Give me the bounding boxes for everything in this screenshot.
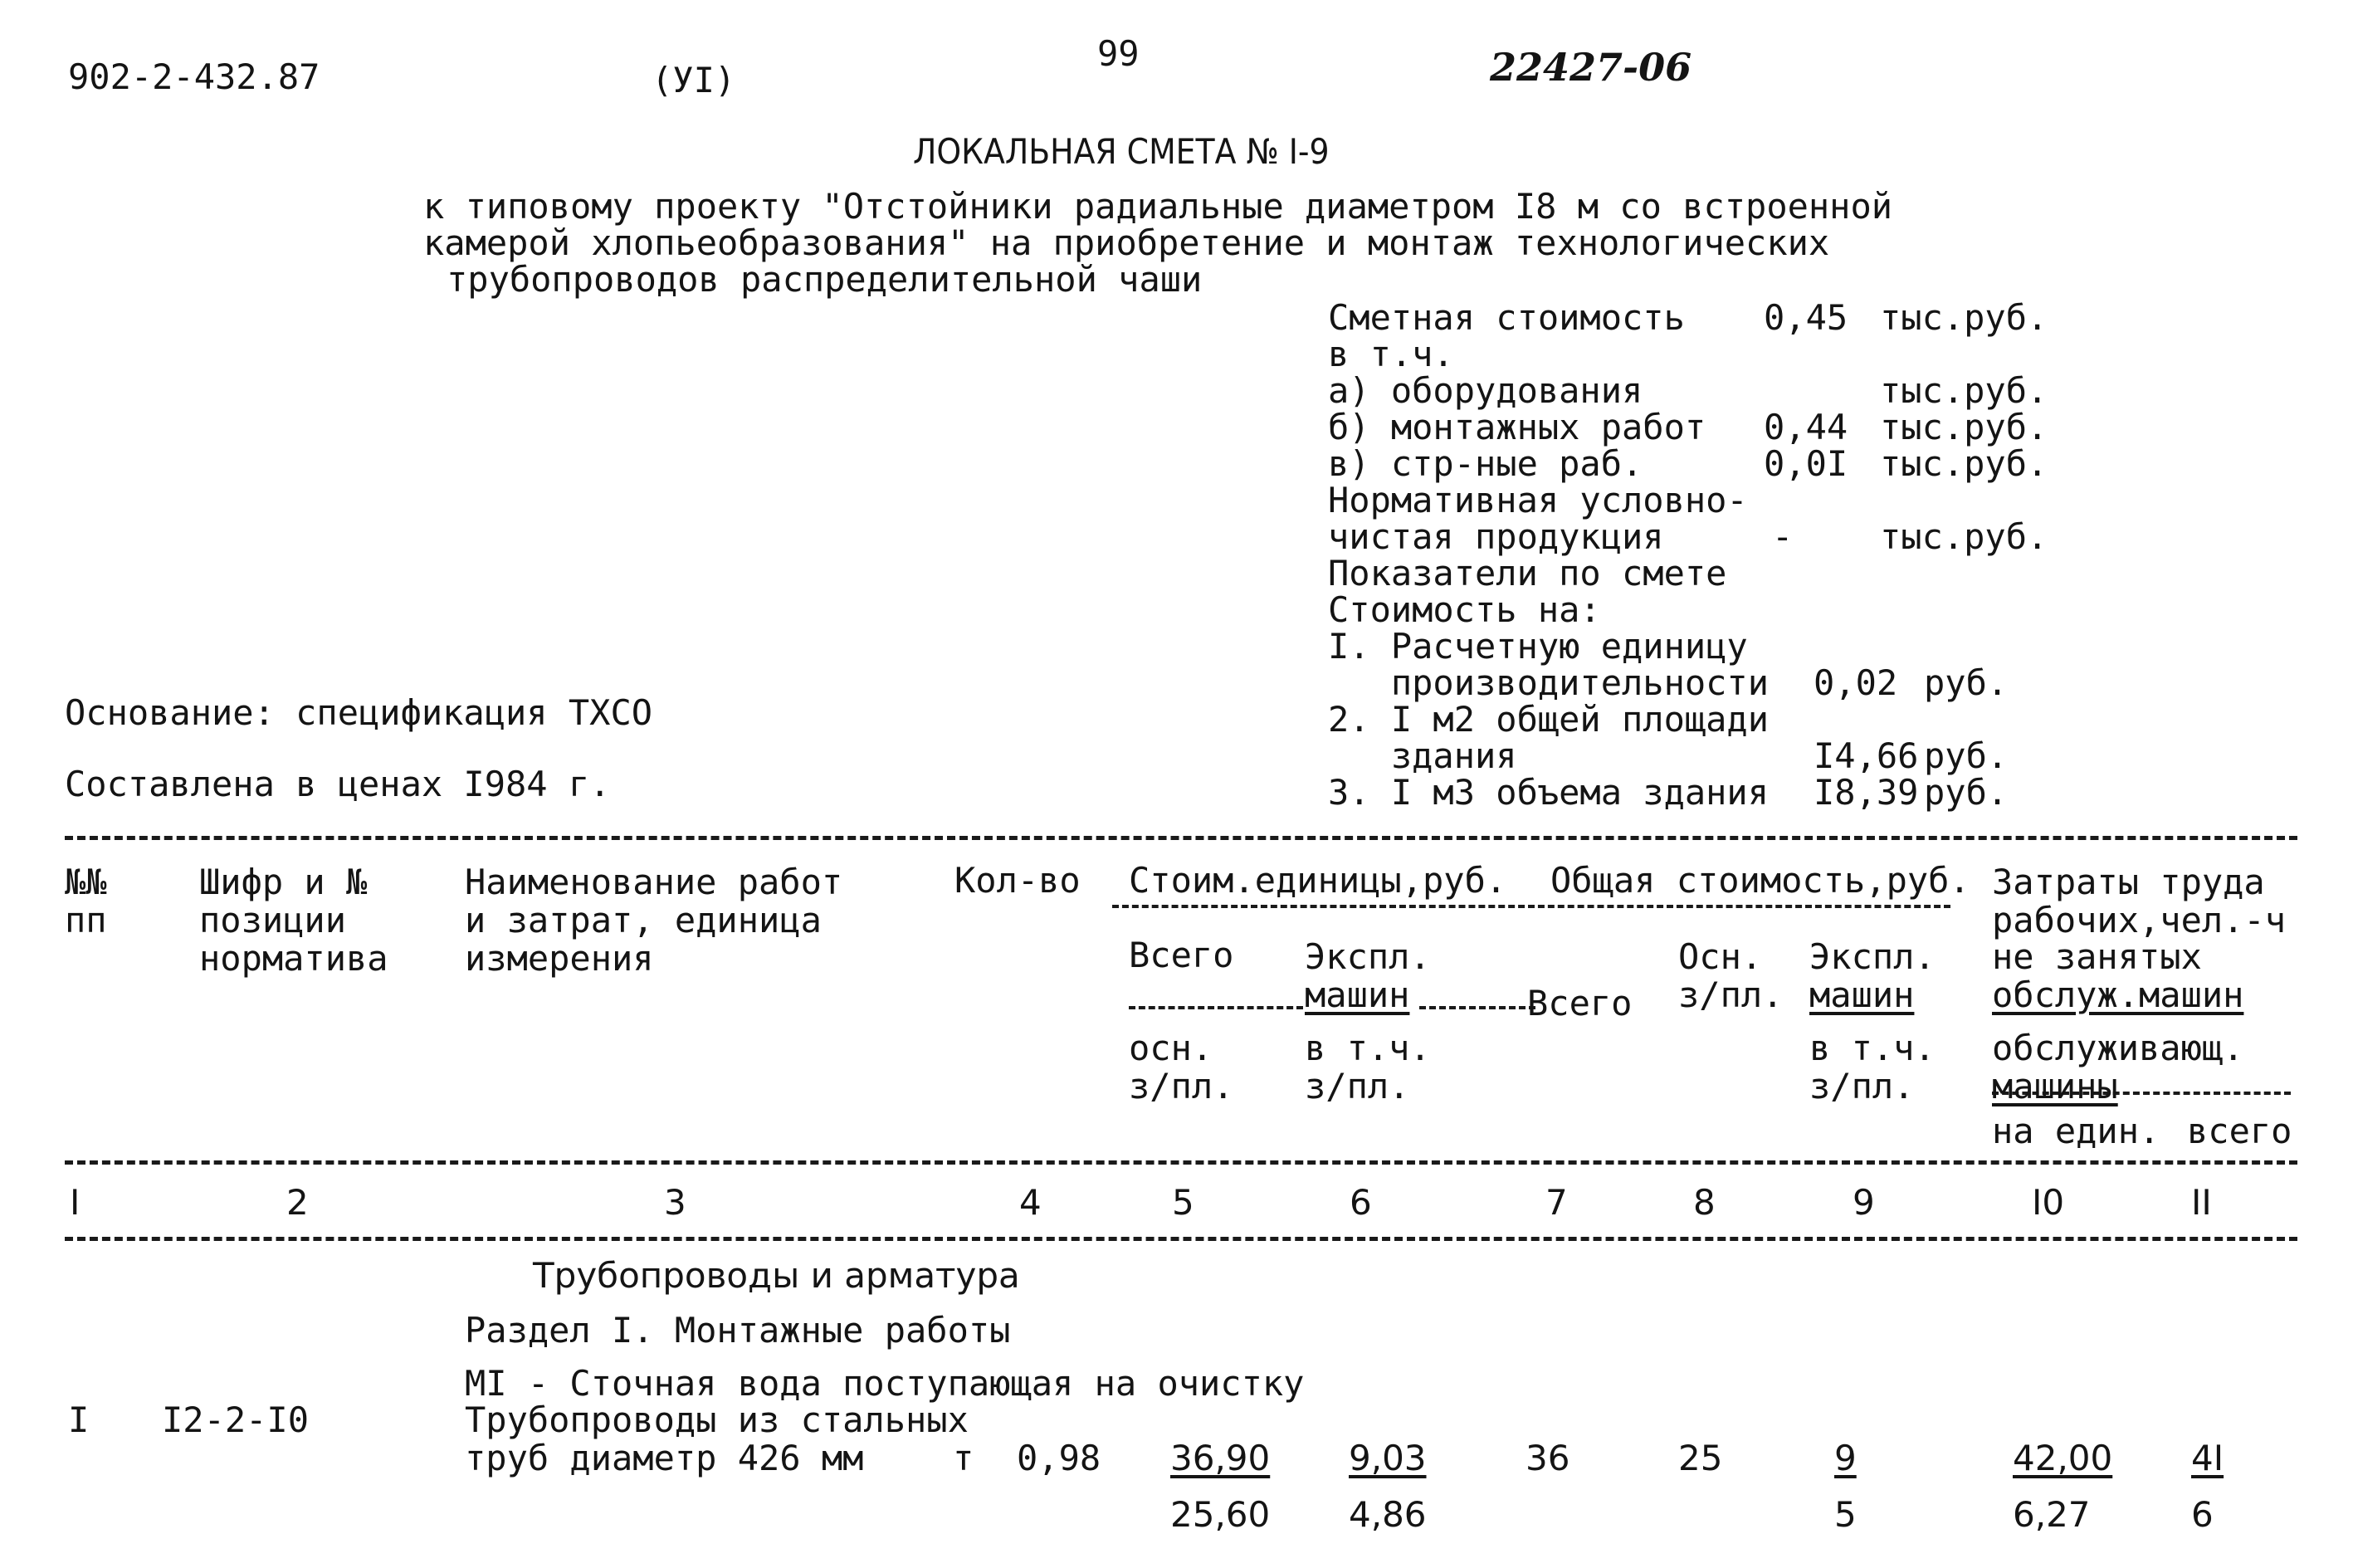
row-col10-top: 42,00 [2013,1438,2113,1478]
section-header: Трубопроводы и арматура [533,1255,1020,1296]
handwritten-code: 22427-06 [1490,45,1692,90]
header-total-cost: Общая стоимость,руб. [1550,860,1970,901]
summary-label: в) стр-ные раб. [1328,443,1643,484]
row-col11-bottom: 6 [2191,1494,2214,1535]
header-col11-unit: всего [2187,1111,2292,1151]
summary-label: производительности [1328,662,1770,703]
column-number: I0 [2032,1182,2065,1223]
summary-label: Нормативная условно- [1328,480,1748,520]
table-top-rule [65,836,2297,840]
row-col5-top: 36,90 [1170,1438,1271,1478]
summary-label: 2. I м2 общей площади [1328,699,1770,740]
summary-unit: тыс.руб. [1880,443,2048,484]
header-col10-unit: на един. [1992,1111,2160,1151]
summary-value: 0,45 [1764,297,1848,338]
column-number: 6 [1350,1182,1372,1223]
summary-label: Стоимость на: [1328,589,1601,630]
row-name-1: Трубопроводы из стальных [465,1399,969,1440]
title-line-2: камерой хлопьеобразования" на приобретение и монтаж технологических [423,222,1830,263]
column-number: 2 [286,1182,309,1223]
summary-unit: тыс.руб. [1880,370,2048,411]
summary-value: 0,44 [1764,407,1848,447]
basis-text: Основание: спецификация ТХСО [65,692,653,733]
summary-unit: тыс.руб. [1880,407,2048,447]
cost-subheader-rule [1112,905,1950,908]
header-col4: Кол-во [954,860,1081,901]
row-unit: т [953,1438,974,1478]
header-col1: №№ пп [65,862,107,940]
estimate-title: ЛОКАЛЬНАЯ СМЕТА № I-9 [913,131,1330,172]
summary-label: I. Расчетную единицу [1328,626,1748,667]
header-labor: Затраты труда рабочих,чел.-ч [1992,862,2287,940]
header-col10-bottom: обслуживающ. машины [1992,1028,2244,1106]
row-col6-top: 9,03 [1349,1438,1427,1478]
row-col8: 25 [1678,1438,1723,1478]
row-col9-top: 9 [1834,1438,1857,1478]
row-col5-bottom: 25,60 [1170,1494,1271,1535]
summary-label: чистая продукция [1328,516,1664,557]
header-unit-cost: Стоим.единицы,руб. [1129,860,1507,901]
header-col3: Наименование работ и затрат, единица измерения [465,862,843,979]
summary-label: 3. I м3 объема здания [1328,772,1770,813]
summary-unit: тыс.руб. [1880,297,2048,338]
summary-value: - [1772,516,1794,557]
section-title: Раздел I. Монтажные работы [465,1310,1011,1351]
title-line-1: к типовому проекту "Отстойники радиальные диаметром I8 м со встроенной [423,186,1893,227]
summary-label: Показатели по смете [1328,553,1727,593]
summary-label: в т.ч. [1328,334,1454,374]
summary-label: а) оборудования [1328,370,1643,411]
summary-unit: руб. [1924,662,2009,703]
header-col6-top: Экспл. машин [1305,936,1431,1015]
column-number: 5 [1172,1182,1194,1223]
row-name-2: труб диаметр 426 мм [465,1438,864,1478]
subsection-title: МI - Сточная вода поступающая на очистку [465,1363,1305,1404]
column-number: II [2191,1182,2212,1223]
volume-label: (УI) [652,60,736,100]
doc-number: 902-2-432.87 [68,56,320,97]
header-col9-bottom: в т.ч. з/пл. [1809,1028,1936,1106]
header-col5-bottom: осн. з/пл. [1129,1028,1234,1106]
price-year-text: Составлена в ценах I984 г. [65,764,611,804]
column-number: 8 [1693,1182,1716,1223]
col6-split-rule [1419,1006,1535,1009]
row-qty: 0,98 [1017,1438,1101,1478]
row-col11-top: 4I [2191,1438,2224,1478]
row-code: I2-2-I0 [162,1399,310,1440]
row-col10-bottom: 6,27 [2013,1494,2091,1535]
summary-value: 0,02 [1814,662,1898,703]
header-col9-top: Экспл. машин [1809,936,1936,1015]
row-col9-bottom: 5 [1834,1494,1857,1535]
row-col7: 36 [1526,1438,1570,1478]
summary-unit: руб. [1924,735,2009,776]
column-number: 4 [1019,1182,1042,1223]
summary-value: 0,0I [1764,443,1848,484]
column-number: I [70,1182,81,1223]
summary-unit: руб. [1924,772,2009,813]
page-number: 99 [1097,33,1140,74]
header-col7: Всего [1527,983,1633,1023]
header-col2: Шифр и № позиции норматива [199,862,388,979]
row-number: I [68,1399,90,1440]
header-col8: Осн. з/пл. [1678,936,1784,1015]
header-col5-top: Всего [1129,935,1234,975]
column-number: 7 [1545,1182,1568,1223]
col5-split-rule [1129,1006,1303,1009]
summary-value: I8,39 [1814,772,1919,813]
summary-label: б) монтажных работ [1328,407,1706,447]
header-col6-bottom: в т.ч. з/пл. [1305,1028,1431,1106]
column-number: 9 [1853,1182,1875,1223]
colnum-top-rule [65,1160,2297,1165]
summary-label: здания [1328,735,1517,776]
column-number: 3 [664,1182,686,1223]
row-col6-bottom: 4,86 [1349,1494,1427,1535]
header-col10-top: не занятых обслуж.машин [1992,936,2244,1015]
summary-unit: тыс.руб. [1880,516,2048,557]
title-line-3: трубопроводов распределительной чаши [447,259,1203,300]
colnum-bottom-rule [65,1237,2297,1241]
summary-value: I4,66 [1814,735,1919,776]
summary-label: Сметная стоимость [1328,297,1685,338]
